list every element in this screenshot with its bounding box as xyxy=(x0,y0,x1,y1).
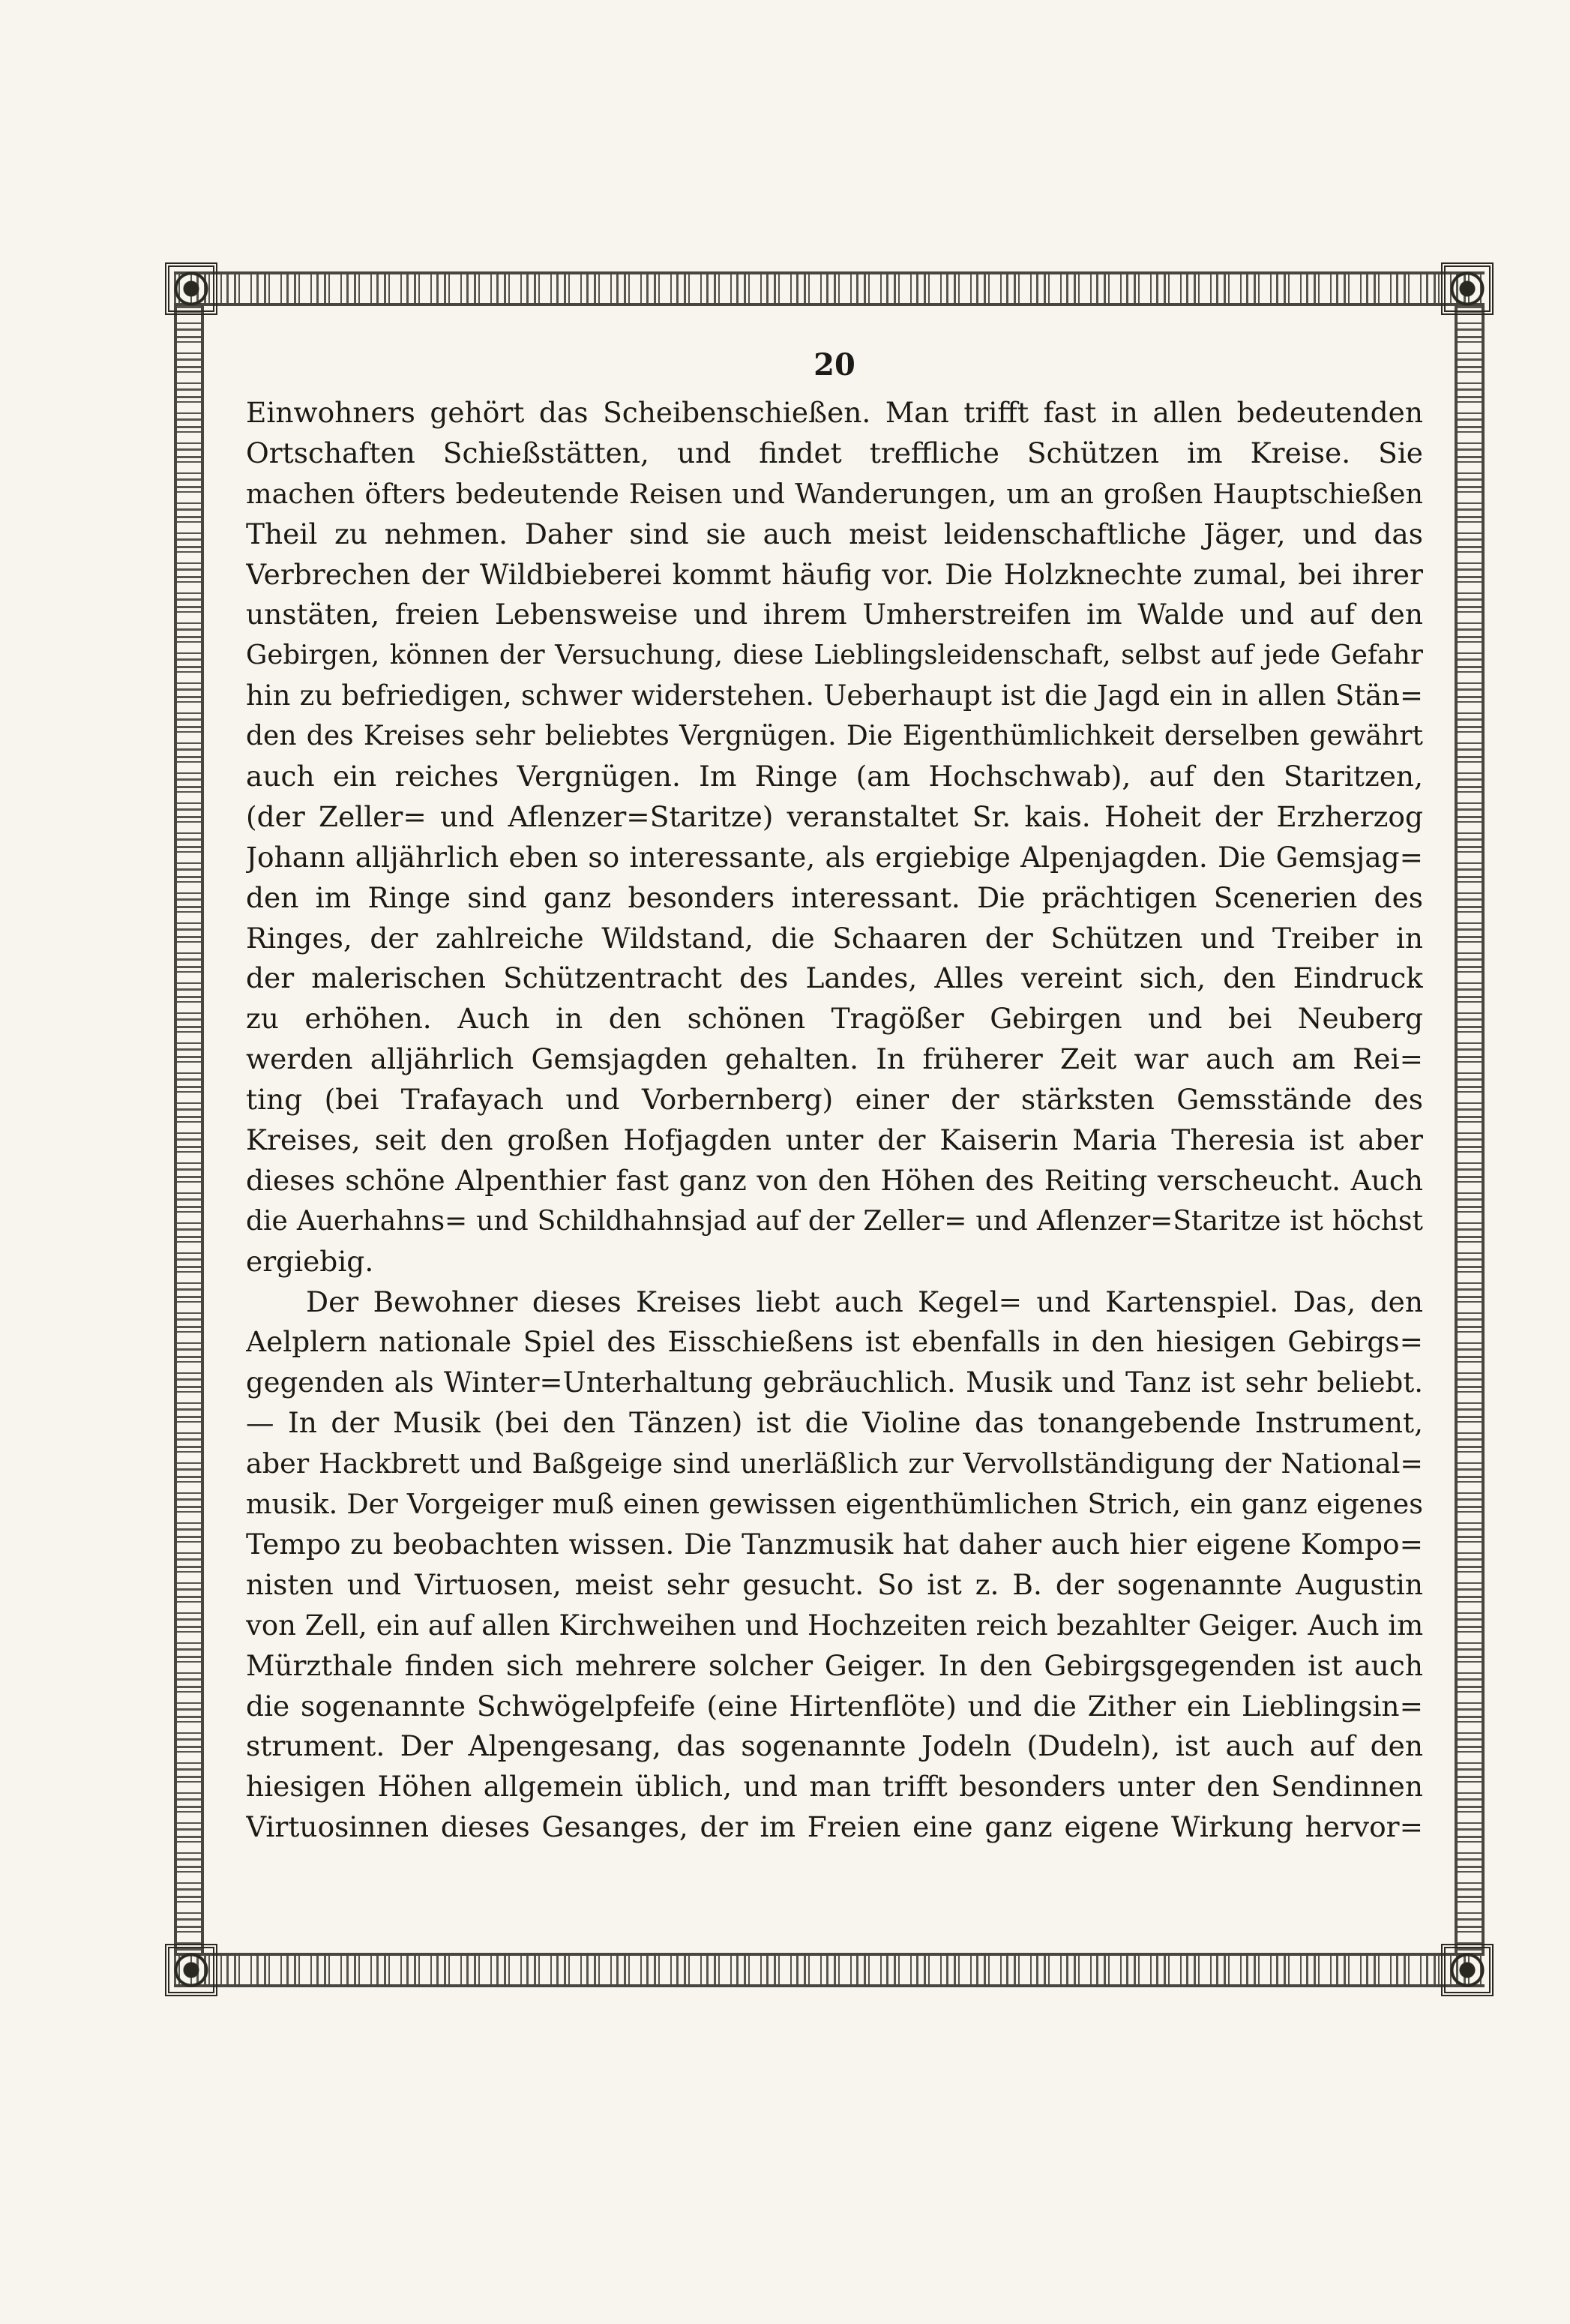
text-line: Virtuosinnen dieses Gesanges, der im Freien eine ganz eigene Wirkung hervor= xyxy=(246,1810,1423,1844)
border-right-ornament xyxy=(1455,306,1485,1953)
text-line: dieses schöne Alpenthier fast ganz von den Höhen des Reiting verscheucht. Auch xyxy=(246,1163,1423,1197)
text-line: ting (bei Trafayach und Vorbernberg) einer der stärksten Gemsstände des xyxy=(246,1083,1423,1117)
text-line: unstäten, freien Lebensweise und ihrem Umherstreifen im Walde und auf den xyxy=(246,598,1423,631)
body-text xyxy=(246,393,1423,1848)
text-line: musik. Der Vorgeiger muß einen gewissen eigenthümlichen Strich, ein ganz eigenes xyxy=(246,1488,1423,1521)
text-line: Kreises, seit den großen Hofjagden unter der Kaiserin Maria Theresia ist aber xyxy=(246,1123,1423,1157)
text-line: der malerischen Schützentracht des Landes, Alles vereint sich, den Eindruck xyxy=(246,961,1423,995)
text-line: Tempo zu beobachten wissen. Die Tanzmusik hat daher auch hier eigene Kompo= xyxy=(246,1527,1423,1561)
text-line: Der Bewohner dieses Kreises liebt auch Kegel= und Kartenspiel. Das, den xyxy=(306,1285,1423,1318)
corner-ornament-icon xyxy=(165,1944,217,1996)
text-line: Gebirgen, können der Versuchung, diese Lieblingsleidenschaft, selbst auf jede Gefahr xyxy=(246,640,1423,671)
text-line: aber Hackbrett und Baßgeige sind unerläßlich zur Vervollständigung der National= xyxy=(246,1447,1423,1480)
text-line: strument. Der Alpengesang, das sogenannte Jodeln (Dudeln), ist auch auf den xyxy=(246,1729,1423,1763)
corner-ornament-icon xyxy=(1441,262,1494,315)
text-line: den im Ringe sind ganz besonders interessant. Die prächtigen Scenerien des xyxy=(246,880,1423,914)
text-line: hiesigen Höhen allgemein üblich, und man trifft besonders unter den Sendinnen xyxy=(246,1770,1423,1804)
text-line: zu erhöhen. Auch in den schönen Tragößer Gebirgen und bei Neuberg xyxy=(246,1002,1423,1036)
text-line: — In der Musik (bei den Tänzen) ist die Violine das tonangebende Instrument, xyxy=(246,1406,1423,1440)
text-line: gegenden als Winter=Unterhaltung gebräuchlich. Musik und Tanz ist sehr beliebt. xyxy=(246,1366,1423,1399)
text-line: Johann alljährlich eben so interessante, als ergiebige Alpenjagden. Die Gemsjag= xyxy=(246,840,1423,874)
border-left-ornament xyxy=(174,306,204,1953)
border-bottom-ornament xyxy=(174,1953,1485,1987)
text-line: Verbrechen der Wildbieberei kommt häufig vor. Die Holzknechte zumal, bei ihrer xyxy=(246,557,1423,591)
text-line: Ortschaften Schießstätten, und findet treffliche Schützen im Kreise. Sie xyxy=(246,436,1423,469)
border-top-ornament xyxy=(174,271,1485,306)
text-line: werden alljährlich Gemsjagden gehalten. In früherer Zeit war auch am Rei= xyxy=(246,1042,1423,1076)
text-line: Theil zu nehmen. Daher sind sie auch meist leidenschaftliche Jäger, und das xyxy=(246,517,1423,550)
text-line: Mürzthale finden sich mehrere solcher Geiger. In den Gebirgsgegenden ist auch xyxy=(246,1648,1423,1682)
text-line: machen öfters bedeutende Reisen und Wanderungen, um an großen Hauptschießen xyxy=(246,477,1423,510)
text-line: (der Zeller= und Aflenzer=Staritze) veranstaltet Sr. kais. Hoheit der Erzherzog xyxy=(246,799,1423,833)
ornamental-frame xyxy=(174,271,1485,1987)
text-line: von Zell, ein auf allen Kirchweihen und Hochzeiten reich bezahlter Geiger. Auch im xyxy=(246,1609,1423,1642)
text-line: die sogenannte Schwögelpfeife (eine Hirtenflöte) und die Zither ein Lieblingsin= xyxy=(246,1689,1423,1723)
text-line: Einwohners gehört das Scheibenschießen. Man trifft fast in allen bedeutenden xyxy=(246,396,1423,429)
text-line: den des Kreises sehr beliebtes Vergnügen. Die Eigenthümlichkeit derselben gewährt xyxy=(246,721,1423,752)
text-line: ergiebig. xyxy=(246,1244,374,1278)
text-line: hin zu befriedigen, schwer widerstehen. Ueberhaupt ist die Jagd ein in allen Stän= xyxy=(246,679,1423,712)
text-line: auch ein reiches Vergnügen. Im Ringe (am Hochschwab), auf den Staritzen, xyxy=(246,760,1423,793)
page-number: 20 xyxy=(813,347,855,382)
page-content xyxy=(246,346,1423,1942)
corner-ornament-icon xyxy=(165,262,217,315)
text-line: Aelplern nationale Spiel des Eisschießens ist ebenfalls in den hiesigen Gebirgs= xyxy=(246,1325,1423,1359)
corner-ornament-icon xyxy=(1441,1944,1494,1996)
text-line: Ringes, der zahlreiche Wildstand, die Schaaren der Schützen und Treiber in xyxy=(246,921,1423,955)
text-line: die Auerhahns= und Schildhahnsjad auf der Zeller= und Aflenzer=Staritze ist höchst xyxy=(246,1205,1423,1237)
text-line: nisten und Virtuosen, meist sehr gesucht. So ist z. B. der sogenannte Augustin xyxy=(246,1567,1423,1601)
